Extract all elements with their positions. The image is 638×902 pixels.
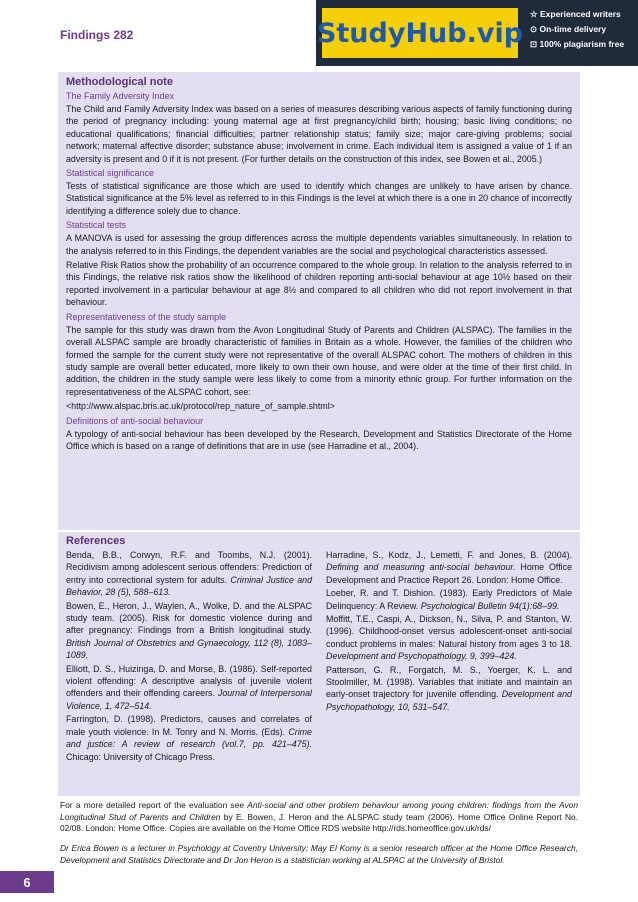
reference-entry: Farrington, D. (1998). Predictors, causes and correlates of male youth violence. In M. Tonry and N. Morris. (Eds). Crime and justice: A review of research (vol.7, pp. 421–475). Chicago: University of Chicago Press. (66, 714, 312, 762)
reference-entry: Harradine, S., Kodz, J., Lemetti, F. and Jones, B. (2004). Defining and measuring anti-social behaviour. Home Office Development and Practice Report 26. London: Home Office. (326, 550, 572, 585)
watermark-item: ⊙ On-time delivery (530, 24, 607, 34)
section-heading: The Family Adversity Index (66, 91, 175, 101)
section-heading: Representativeness of the study sample (66, 311, 227, 322)
report-footnote: For a more detailed report of the evaluation see Anti-social and other problem behaviour among young children: findings from the Avon Longitudinal Stud of Parents and Children by E. Bowen, J. Heron and the ALSPAC study team (2006). Home Office Online Report No. 02/08. London: Home Office. Copies are available on the Home Office RDS website http://rds.homeoffice.gov.uk/rds/ (60, 800, 578, 834)
page-number: 6 (0, 871, 54, 893)
page-header (0, 0, 638, 72)
paragraph: Relative Risk Ratios show the probability of an occurrence compared to the whole group. In relation to the analysis referred to in this Findings, the relative risk ratios show the likelihood of children reporting anti-social behaviour at age 10½ based on their reported involvement in a particular behaviour at age 8½ and compared to all children who did not report involvement in that behaviour. (66, 260, 572, 308)
references-title: References (66, 535, 126, 547)
methodological-note-title: Methodological note (66, 76, 173, 88)
watermark-banner (316, 0, 638, 66)
paragraph: The sample for this study was drawn from the Avon Longitudinal Study of Parents and Children (ALSPAC). The families in the overall ALSPAC sample are broadly characteristic of families in Britain as a whole. However, the families of the children who formed the sample for the current study were not representative of the overall ALSPAC cohort. The mothers of children in this study sample are overall better educated, more likely to own their own house, and were older at the time of their first child. In addition, the children in the study sample were less likely to come from a minority ethnic group. For further information on the representativeness of the ALSPAC cohort, see: (66, 324, 572, 397)
alspac-link[interactable]: <http://www.alspac.bris.ac.uk/protocol/rep_nature_of_sample.shtml> (66, 401, 335, 412)
series-title: Findings 282 (60, 28, 134, 42)
section-heading: Statistical significance (66, 168, 155, 179)
reference-entry: Patterson, G. R., Forgatch, M. S., Yoerger, K. L. and Stoolmiller, M. (1998). Variables that initiate and maintain an early-onset trajectory for juvenile offending. Development and Psychopathology, 10, 531–547. (326, 664, 572, 712)
paragraph: The Child and Family Adversity Index was based on a series of measures describing various aspects of family functioning during the period of pregnancy including: young maternal age at first pregnancy/child birth; housing; basic living conditions; no educational qualifications; financial difficulties; partner relationship status; family size; major care-giving problems; social network; maternal affective disorder; substance abuse; involvement in crime. Each individual item is assigned a value of 1 if an adversity is present and 0 if it is not present. (For further details on the construction of this index, see Bowen et al., 2005.) (66, 104, 572, 164)
reference-entry: Bowen, E., Heron, J., Waylen, A., Wolke, D. and the ALSPAC study team. (2005). Risk for domestic violence during and after pregnancy: Findings from a British longitudinal study. British Journal of Obstetrics and Gynaecology, 112 (8), 1083–1089. (66, 600, 312, 661)
paragraph: A typology of anti-social behaviour has been developed by the Research, Development and Statistics Directorate of the Home Office which is based on a range of definitions that are in use (see Harradine et al., 2004). (66, 428, 572, 451)
references-right-column (326, 549, 572, 764)
watermark-logo: StudyHub.vip (322, 8, 518, 58)
section-heading: Statistical tests (66, 220, 127, 231)
paragraph: A MANOVA is used for assessing the group differences across the multiple dependents variables simultaneously. In relation to the analysis referred to in this Findings, the dependent variables are the social and psychological characteristics assessed. (66, 233, 572, 256)
methodological-note-box (58, 72, 580, 530)
author-note: Dr Erica Bowen is a lecturer in Psychology at Coventry University; May El Komy is a senior research officer at the Home Office Research, Development and Statistics Directorate and Dr Jon Heron is a statistician working at ALSPAC at the University of Bristol. (60, 843, 578, 865)
references-left-column (66, 549, 312, 764)
paragraph: Tests of statistical significance are those which are used to identify which changes are unlikely to have arisen by chance. Statistical significance at the 5% level as referred to in this Findings is the level at which there is a one in 20 chance of incorrectly identifying a difference solely due to chance. (66, 181, 572, 216)
watermark-features (530, 7, 624, 52)
references-box (58, 532, 580, 796)
reference-entry: Moffitt, T.E., Caspi, A., Dickson, N., Silva, P. and Stanton, W. (1996). Childhood-onset versus adolescent-onset anti-social conduct problems in males: Natural history from ages 3 to 18. Development and Psychopathology, 9, 399–424. (326, 614, 572, 662)
reference-entry: Loeber, R. and T. Dishion. (1983). Early Predictors of Male Delinquency: A Review. Psychological Bulletin 94(1):68–99. (326, 588, 572, 611)
watermark-item: ⊡ 100% plagiarism free (530, 39, 625, 49)
section-heading: Definitions of anti-social behaviour (66, 415, 204, 426)
watermark-item: ☆ Experienced writers (530, 9, 621, 19)
reference-entry: Benda, B.B., Corwyn, R.F. and Toombs, N.J. (2001). Recidivism among adolescent serious offenders: Prediction of entry into correctional system for adults. Criminal Justice and Behavior, 28 (5), 588–613. (66, 550, 313, 598)
reference-entry: Elliott, D. S., Huizinga, D. and Morse, B. (1986). Self-reported violent offending: A descriptive analysis of juvenile violent offenders and their offending careers. Journal of Interpersonal Violence, 1, 472–514. (66, 663, 312, 711)
